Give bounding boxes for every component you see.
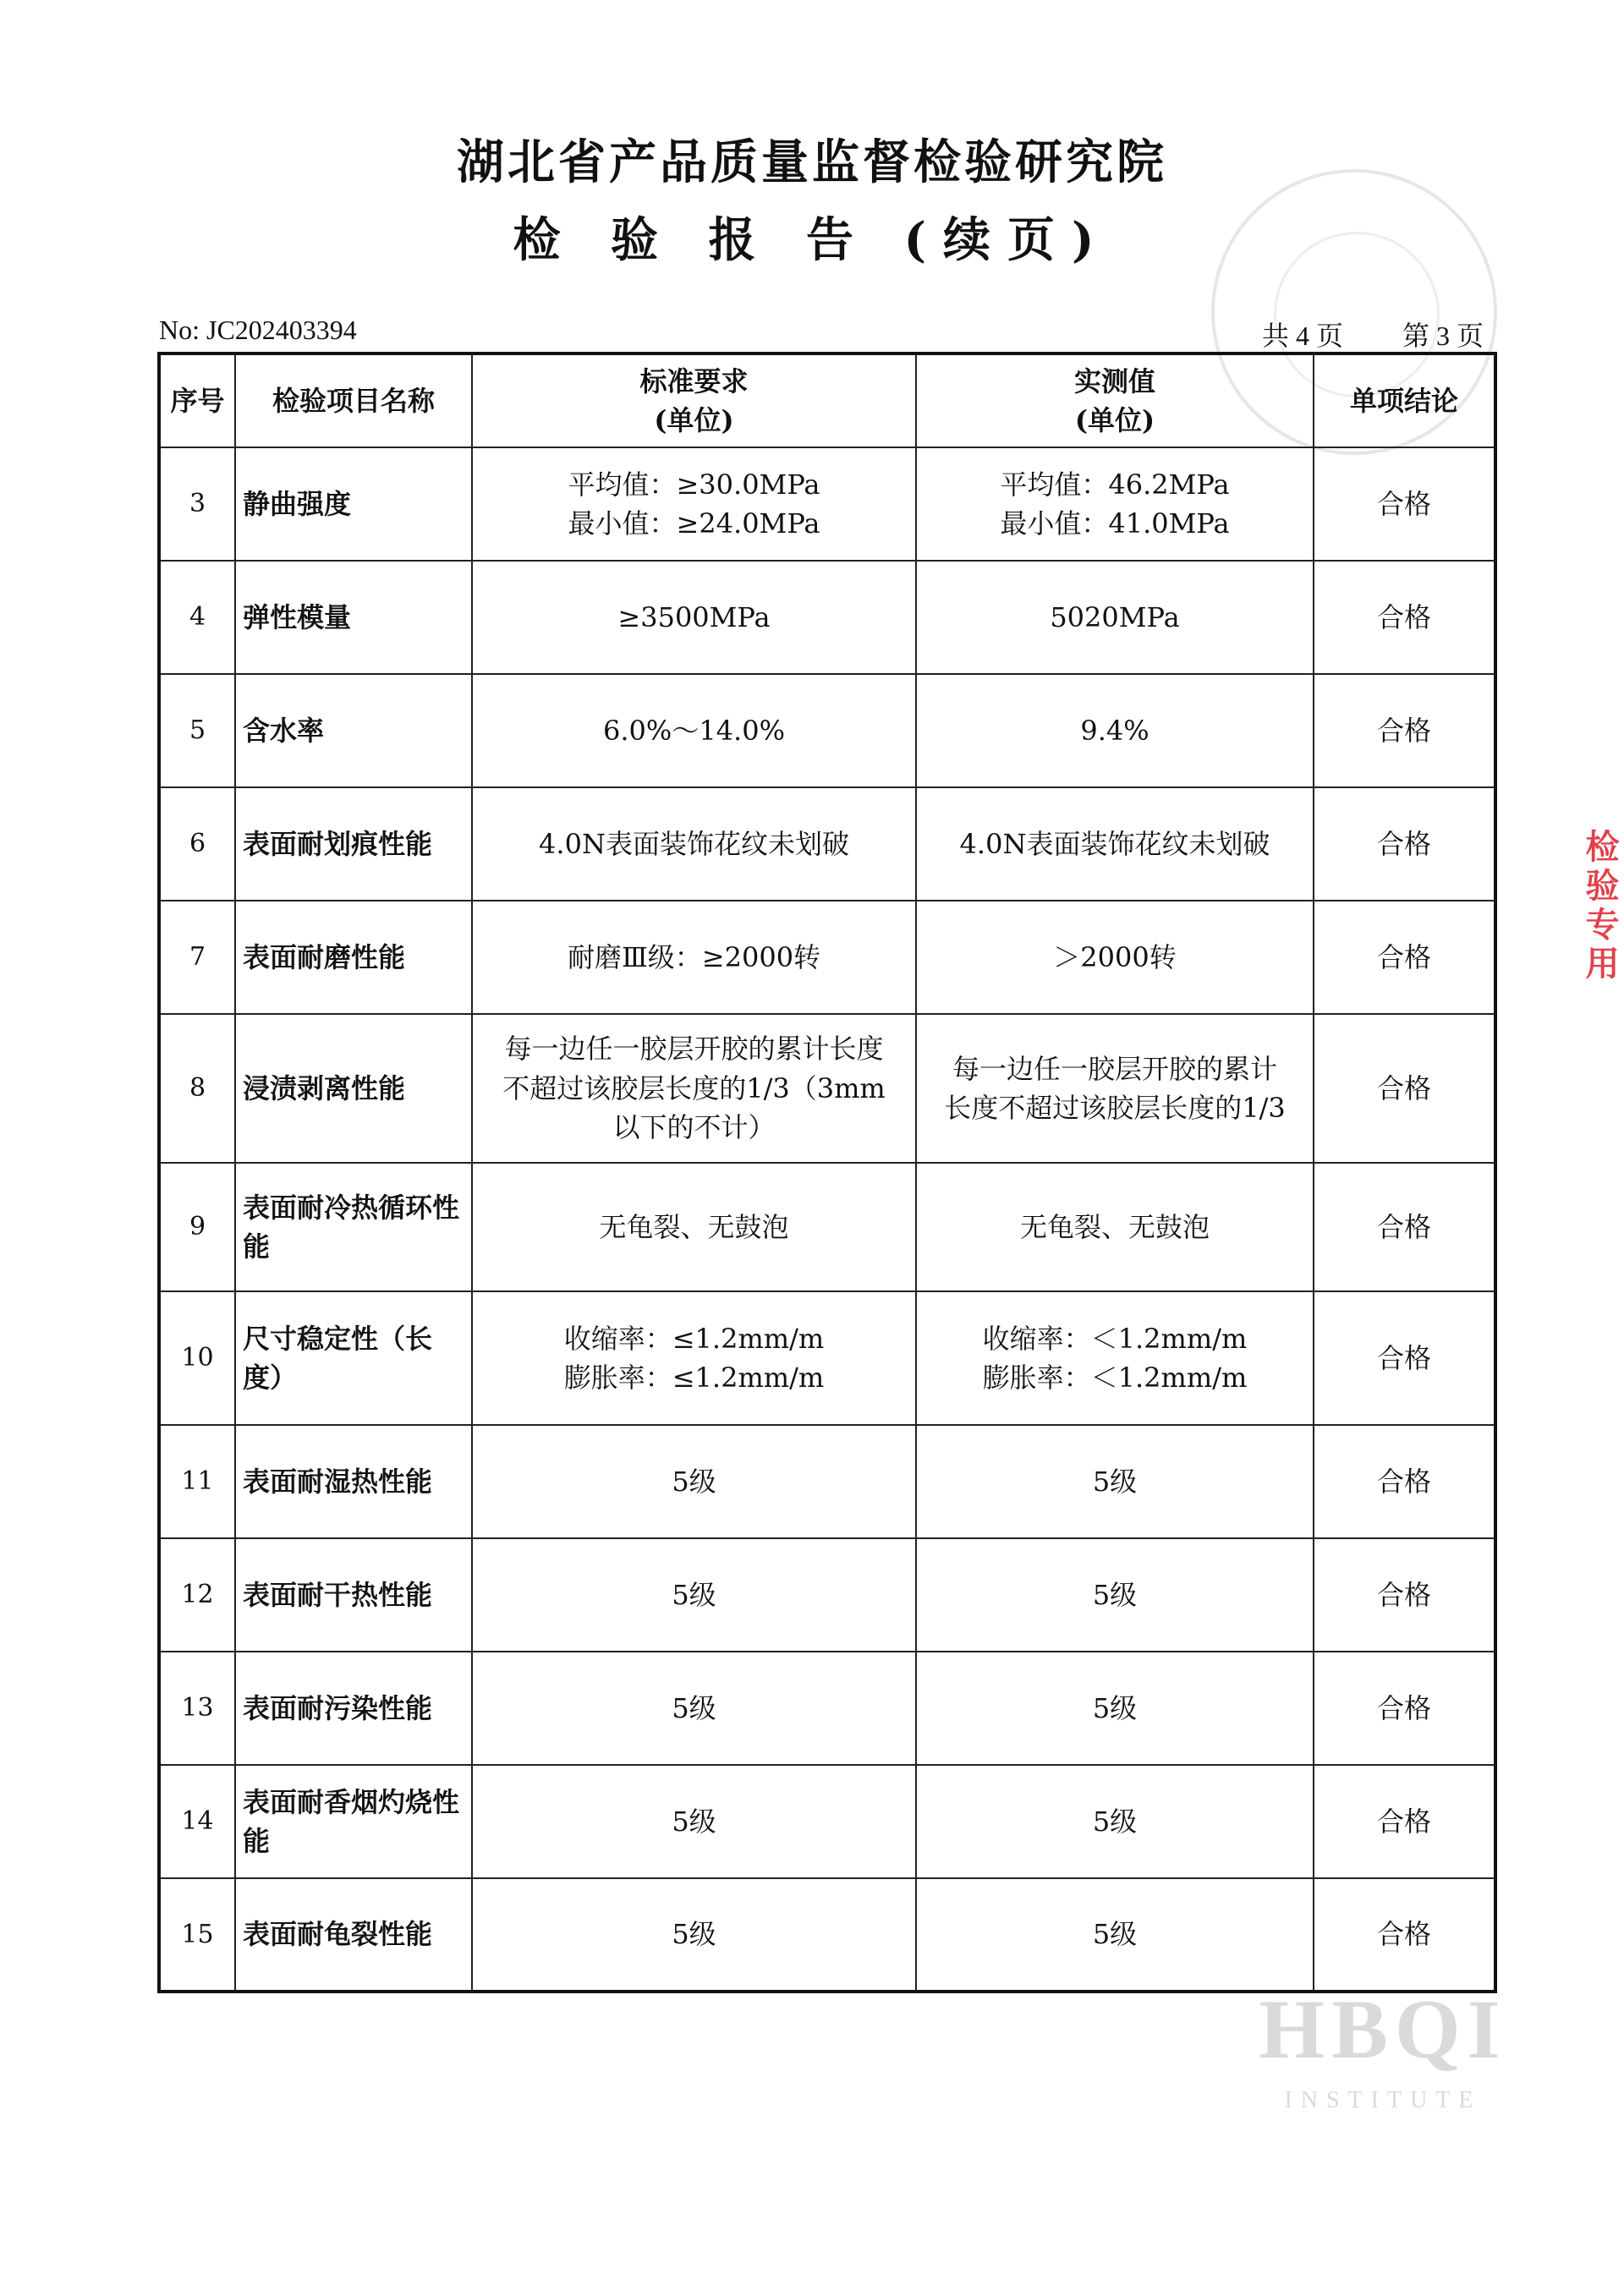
standard-line: 5级 xyxy=(672,1805,716,1838)
cell-measured xyxy=(916,1878,1314,1992)
cell-item-name: 表面耐龟裂性能 xyxy=(235,1878,472,1992)
standard-line: 无龟裂、无鼓泡 xyxy=(599,1210,789,1243)
cell-standard xyxy=(472,447,916,561)
header-standard-line2: (单位) xyxy=(654,404,734,436)
cell-conclusion: 合格 xyxy=(1314,1652,1495,1765)
cell-conclusion: 合格 xyxy=(1314,1765,1495,1878)
cell-conclusion: 合格 xyxy=(1314,1538,1495,1652)
measured-line: 膨胀率：＜1.2mm/m xyxy=(982,1362,1248,1394)
cell-measured xyxy=(916,787,1314,901)
measured-line: 5级 xyxy=(1092,1805,1138,1838)
cell-item-name: 表面耐干热性能 xyxy=(235,1538,472,1652)
header-seq: 序号 xyxy=(159,353,235,447)
cell-standard xyxy=(472,1878,916,1992)
cell-standard xyxy=(472,1765,916,1878)
measured-line: 长度不超过该胶层长度的1/3 xyxy=(944,1092,1286,1124)
table-row xyxy=(159,1538,1495,1652)
watermark-sub-text: INSTITUTE xyxy=(1284,2087,1482,2113)
table-row xyxy=(159,1291,1495,1425)
cell-seq: 15 xyxy=(159,1878,235,1992)
cell-measured xyxy=(916,1291,1314,1425)
measured-line: 无龟裂、无鼓泡 xyxy=(1019,1210,1210,1243)
table-row xyxy=(159,787,1495,901)
cell-measured xyxy=(916,1765,1314,1878)
table-row xyxy=(159,447,1495,561)
cell-conclusion: 合格 xyxy=(1314,901,1495,1014)
cell-conclusion: 合格 xyxy=(1314,674,1495,787)
cell-standard xyxy=(472,1014,916,1163)
cell-standard xyxy=(472,1425,916,1538)
table-row xyxy=(159,1425,1495,1538)
cell-standard xyxy=(472,1291,916,1425)
cell-item-name: 尺寸稳定性（长度） xyxy=(235,1291,472,1425)
table-body xyxy=(159,447,1495,1992)
cell-measured xyxy=(916,1425,1314,1538)
cell-conclusion: 合格 xyxy=(1314,1014,1495,1163)
cell-item-name: 表面耐湿热性能 xyxy=(235,1425,472,1538)
page-info xyxy=(1262,315,1484,353)
side-red-stamp: 检验专用 xyxy=(1580,829,1619,984)
cell-conclusion: 合格 xyxy=(1314,1163,1495,1291)
standard-line: 不超过该胶层长度的1/3（3mm xyxy=(502,1071,886,1104)
institute-watermark xyxy=(1243,1982,1522,2114)
cell-seq: 11 xyxy=(159,1425,235,1538)
standard-line: 膨胀率：≤1.2mm/m xyxy=(563,1362,825,1394)
cell-seq: 5 xyxy=(159,674,235,787)
cell-standard xyxy=(472,674,916,787)
cell-conclusion: 合格 xyxy=(1314,1291,1495,1425)
cell-item-name: 浸渍剥离性能 xyxy=(235,1014,472,1163)
cell-conclusion: 合格 xyxy=(1314,1878,1495,1992)
cell-seq: 7 xyxy=(159,901,235,1014)
cell-seq: 8 xyxy=(159,1014,235,1163)
cell-seq: 12 xyxy=(159,1538,235,1652)
standard-line: 5级 xyxy=(672,1918,716,1951)
table-row xyxy=(159,1014,1495,1163)
cell-conclusion: 合格 xyxy=(1314,447,1495,561)
standard-line: 以下的不计） xyxy=(612,1111,776,1144)
measured-line: 9.4% xyxy=(1080,714,1149,747)
standard-line: ≥3500MPa xyxy=(617,600,771,633)
cell-measured xyxy=(916,561,1314,674)
measured-line: 5级 xyxy=(1092,1465,1138,1498)
current-page: 第 3 页 xyxy=(1402,321,1484,351)
cell-standard xyxy=(472,901,916,1014)
measured-line: 5级 xyxy=(1092,1691,1138,1724)
cell-seq: 13 xyxy=(159,1652,235,1765)
cell-standard xyxy=(472,561,916,674)
report-number: No: JC202403394 xyxy=(159,315,357,345)
measured-line: 4.0N表面装饰花纹未划破 xyxy=(959,827,1270,860)
cell-seq: 4 xyxy=(159,561,235,674)
cell-standard xyxy=(472,1652,916,1765)
table-row xyxy=(159,1765,1495,1878)
cell-item-name: 表面耐磨性能 xyxy=(235,901,472,1014)
cell-standard xyxy=(472,787,916,901)
cell-conclusion: 合格 xyxy=(1314,1425,1495,1538)
cell-measured xyxy=(916,447,1314,561)
standard-line: 5级 xyxy=(672,1691,716,1724)
measured-line: 最小值：41.0MPa xyxy=(1000,507,1230,540)
measured-line: ＞2000转 xyxy=(1053,940,1177,973)
standard-line: 5级 xyxy=(672,1578,716,1611)
cell-measured xyxy=(916,1163,1314,1291)
measured-line: 5级 xyxy=(1092,1578,1138,1611)
watermark-logo-text: HBQI xyxy=(1259,1982,1507,2076)
table-row xyxy=(159,901,1495,1014)
cell-seq: 10 xyxy=(159,1291,235,1425)
header-standard-line1: 标准要求 xyxy=(639,364,749,397)
table-row xyxy=(159,1878,1495,1992)
cell-seq: 14 xyxy=(159,1765,235,1878)
standard-line: 平均值：≥30.0MPa xyxy=(568,468,820,501)
cell-measured xyxy=(916,901,1314,1014)
cell-item-name: 含水率 xyxy=(235,674,472,787)
standard-line: 收缩率：≤1.2mm/m xyxy=(563,1322,825,1355)
header-measured-line2: (单位) xyxy=(1074,404,1155,436)
cell-seq: 9 xyxy=(159,1163,235,1291)
header-conclusion: 单项结论 xyxy=(1314,353,1495,447)
cell-item-name: 弹性模量 xyxy=(235,561,472,674)
header-standard xyxy=(472,353,916,447)
cell-item-name: 静曲强度 xyxy=(235,447,472,561)
measured-line: 每一边任一胶层开胶的累计 xyxy=(952,1052,1277,1085)
cell-measured xyxy=(916,1014,1314,1163)
cell-item-name: 表面耐香烟灼烧性能 xyxy=(235,1765,472,1878)
standard-line: 最小值：≥24.0MPa xyxy=(568,507,820,540)
measured-line: 5020MPa xyxy=(1050,600,1180,633)
table-row xyxy=(159,561,1495,674)
cell-measured xyxy=(916,1652,1314,1765)
measured-line: 收缩率：＜1.2mm/m xyxy=(982,1322,1248,1355)
cell-conclusion: 合格 xyxy=(1314,561,1495,674)
cell-item-name: 表面耐划痕性能 xyxy=(235,787,472,901)
cell-item-name: 表面耐冷热循环性能 xyxy=(235,1163,472,1291)
inspection-table xyxy=(157,352,1497,1993)
header-measured-line1: 实测值 xyxy=(1073,364,1155,397)
standard-line: 6.0%～14.0% xyxy=(603,714,785,747)
standard-line: 耐磨Ⅲ级：≥2000转 xyxy=(567,940,821,973)
cell-measured xyxy=(916,674,1314,787)
table-row xyxy=(159,674,1495,787)
standard-line: 5级 xyxy=(672,1465,716,1498)
header-measured xyxy=(916,353,1314,447)
standard-line: 每一边任一胶层开胶的累计长度 xyxy=(504,1033,884,1066)
cell-seq: 6 xyxy=(159,787,235,901)
measured-line: 平均值：46.2MPa xyxy=(1000,468,1230,501)
measured-line: 5级 xyxy=(1092,1918,1138,1951)
table-row xyxy=(159,1652,1495,1765)
cell-conclusion: 合格 xyxy=(1314,787,1495,901)
cell-standard xyxy=(472,1538,916,1652)
report-title: 检 验 报 告 (续页) xyxy=(513,212,1111,268)
table-row xyxy=(159,1163,1495,1291)
total-pages: 共 4 页 xyxy=(1261,321,1343,351)
table-header-row xyxy=(159,353,1495,447)
cell-item-name: 表面耐污染性能 xyxy=(235,1652,472,1765)
cell-seq: 3 xyxy=(159,447,235,561)
standard-line: 4.0N表面装饰花纹未划破 xyxy=(539,827,849,860)
cell-measured xyxy=(916,1538,1314,1652)
institution-title: 湖北省产品质量监督检验研究院 xyxy=(457,134,1167,190)
header-item: 检验项目名称 xyxy=(235,353,472,447)
cell-standard xyxy=(472,1163,916,1291)
